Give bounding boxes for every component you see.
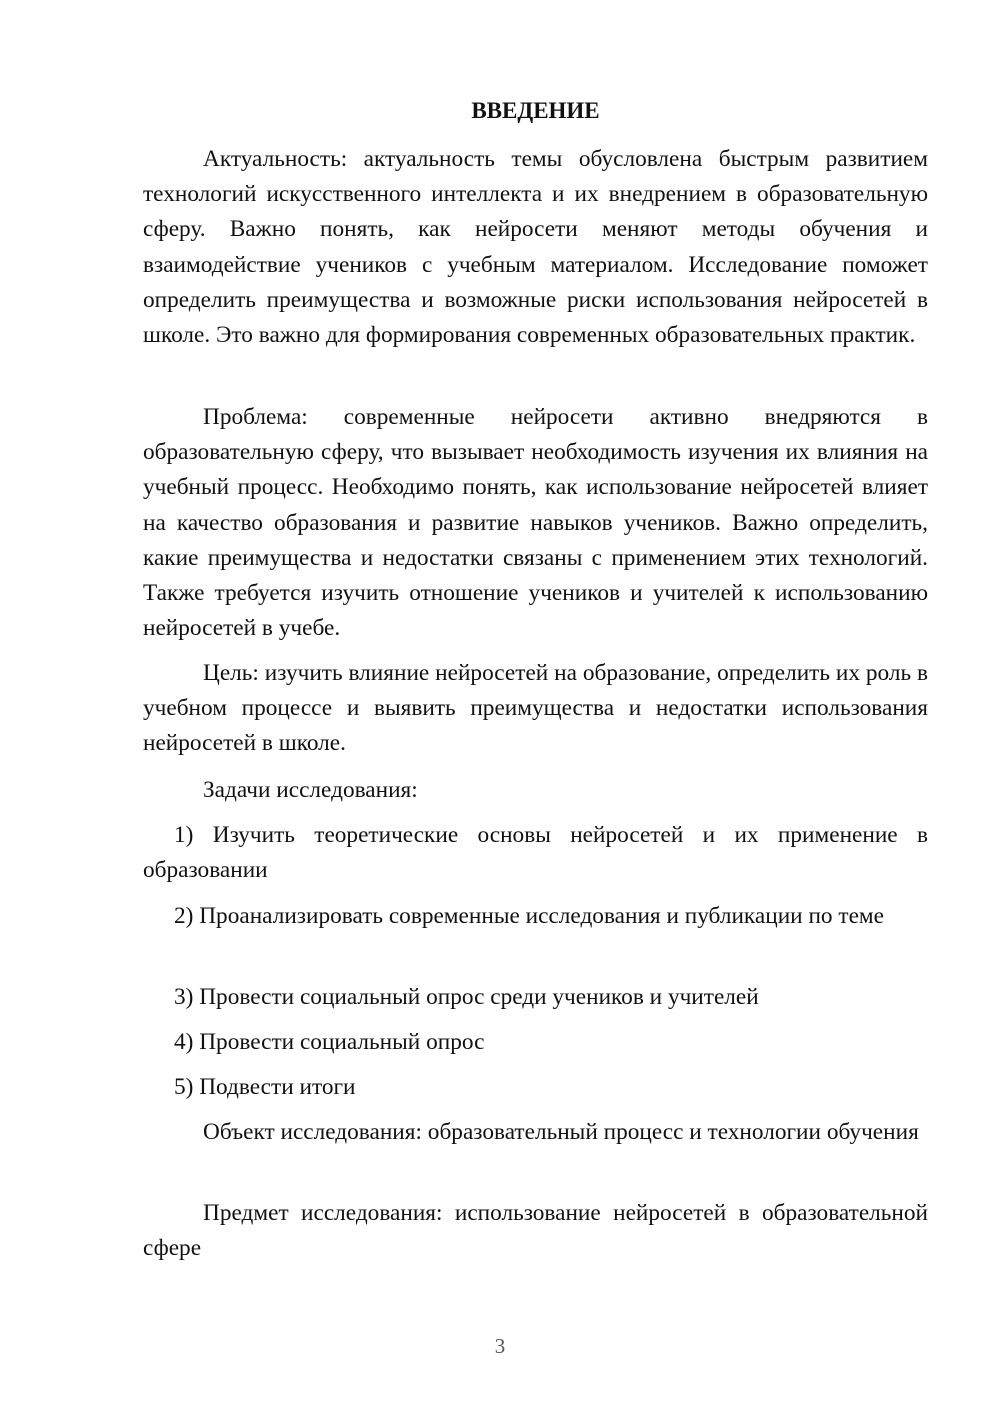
paragraph-goal: Цель: изучить влияние нейросетей на образование, определить их роль в учебном процессе и выявить преимущества и недостатки использования нейросетей в школе. — [143, 660, 928, 757]
task-item-5: 5) Подвести итоги — [174, 1074, 356, 1100]
paragraph-relevance: Актуальность: актуальность темы обусловлена быстрым развитием технологий искусственного интеллекта и их внедрением в образовательную сферу. Важно понять, как нейросети меняют методы обучения и взаимодействие учеников с учебным материалом. Исследование поможет определить преимущества и возможные риски использования нейросетей в школе. Это важно для формирования современных образовательных практик. — [143, 146, 928, 349]
task-item-3: 3) Провести социальный опрос среди учеников и учителей — [174, 984, 759, 1010]
paragraph-problem: Проблема: современные нейросети активно внедряются в образовательную сферу, что вызывает необходимость изучения их влияния на учебный процесс. Необходимо понять, как использование нейросетей влияет на качество образования и развитие навыков учеников. Важно определить, какие преимущества и недостатки связаны с применением этих технологий. Также требуется изучить отношение учеников и учителей к использованию нейросетей в учебе. — [143, 404, 928, 642]
paragraph-tasks-heading: Задачи исследования: — [203, 777, 418, 803]
paragraph-object: Объект исследования: образовательный процесс и технологии обучения — [203, 1119, 919, 1145]
page-number: 3 — [494, 1334, 506, 1358]
task-item-1: 1) Изучить теоретические основы нейросетей и их применение в образовании — [143, 822, 928, 884]
paragraph-subject: Предмет исследования: использование нейросетей в образовательной сфере — [143, 1200, 928, 1262]
task-item-2: 2) Проанализировать современные исследования и публикации по теме — [174, 903, 884, 929]
page-title: ВВЕДЕНИЕ — [471, 98, 600, 123]
task-item-4: 4) Провести социальный опрос — [174, 1029, 485, 1055]
